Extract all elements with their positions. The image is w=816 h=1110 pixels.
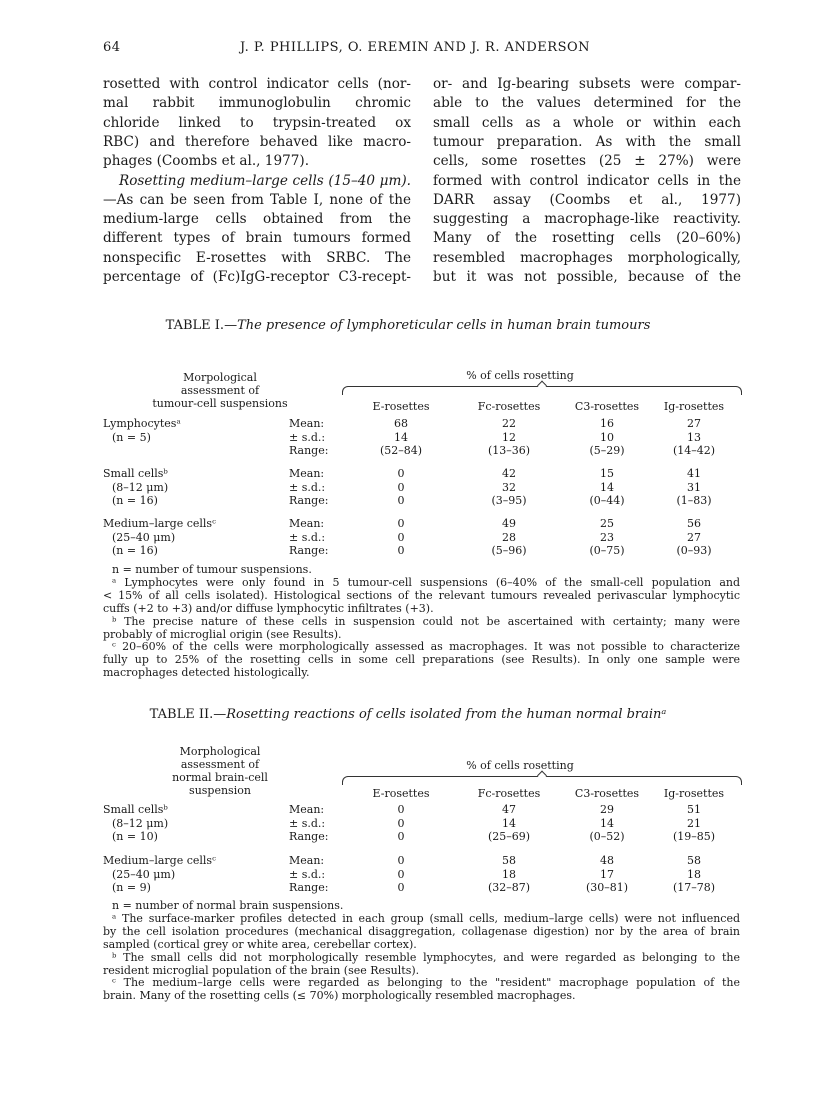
body-text-line: chloride linked to trypsin-treated ox <box>103 114 411 131</box>
table-cell: 0 <box>397 494 405 507</box>
row-label: (n = 9) <box>112 881 151 894</box>
row-label: Medium–large cellsᶜ <box>103 854 216 867</box>
table1-label: TABLE I. <box>165 318 225 333</box>
body-text-line: cells, some rosettes (25 ± 27%) were <box>433 153 741 170</box>
table-cell: 22 <box>502 417 516 430</box>
body-text-line: —As can be seen from Table I, none of the <box>103 191 411 208</box>
table-cell: (3–95) <box>491 494 527 507</box>
table-cell: 25 <box>600 517 614 530</box>
row-label: Lymphocytesᵃ <box>103 417 181 430</box>
stat-label: Mean: <box>289 417 325 430</box>
row-label: (n = 10) <box>112 830 158 843</box>
table1-caption <box>0 318 816 334</box>
body-text-line: resembled macrophages morphologically, <box>433 249 741 266</box>
table-cell: 14 <box>502 816 516 830</box>
stub-header-line: assessment of <box>180 384 260 397</box>
table-cell: 0 <box>397 530 405 544</box>
footnote-line: n = number of tumour suspensions. <box>112 563 312 576</box>
table1-title: —The presence of lymphoreticular cells in human brain tumours <box>224 318 651 333</box>
body-text-line: RBC) and therefore behaved like macro- <box>103 133 411 150</box>
table-cell: 0 <box>397 830 405 843</box>
body-text-line: or- and Ig-bearing subsets were compar- <box>433 76 741 92</box>
column-header: E-rosettes <box>372 400 430 413</box>
table-cell: 68 <box>394 417 408 430</box>
table-cell: (0–93) <box>676 544 712 557</box>
table-cell: (52–84) <box>379 444 423 457</box>
table-cell: 58 <box>687 854 701 867</box>
footnote-line: sampled (cortical grey or white area, cerebellar cortex). <box>103 937 417 951</box>
table-cell: 51 <box>687 803 701 816</box>
body-text-line: small cells as a whole or within each <box>433 114 741 131</box>
row-label: (n = 5) <box>112 430 151 444</box>
table-cell: (14–42) <box>672 444 716 457</box>
table-cell: (0–75) <box>589 544 625 557</box>
page-number: 64 <box>103 40 121 55</box>
footnote-line: ᵇ The small cells did not morphologically resemble lymphocytes, and were regarded as belonging to the <box>112 950 740 964</box>
stat-label: ± s.d.: <box>289 867 326 881</box>
body-text-line: different types of brain tumours formed <box>103 230 411 247</box>
table-cell: 31 <box>687 480 701 494</box>
table-cell: 0 <box>397 544 405 557</box>
column-header: Fc-rosettes <box>477 787 541 800</box>
table-cell: 32 <box>502 480 516 494</box>
header-brace <box>342 386 742 395</box>
stat-label: Mean: <box>289 517 325 530</box>
table-cell: 0 <box>397 867 405 881</box>
table-cell: 18 <box>502 867 516 881</box>
running-header: J. P. PHILLIPS, O. EREMIN AND J. R. ANDERSON <box>239 40 591 55</box>
stat-label: ± s.d.: <box>289 430 326 444</box>
table-cell: 58 <box>502 854 516 867</box>
table-cell: (0–44) <box>589 494 625 507</box>
table-cell: 0 <box>397 480 405 494</box>
table-cell: 29 <box>600 803 614 816</box>
body-text-line: phages (Coombs et al., 1977). <box>103 153 310 170</box>
table-cell: 16 <box>600 417 614 430</box>
stat-label: Range: <box>289 494 329 507</box>
footnote-line: cuffs (+2 to +3) and/or diffuse lymphocytic infiltrates (+3). <box>103 601 434 615</box>
table-cell: 41 <box>687 467 701 480</box>
table-cell: 47 <box>502 803 516 816</box>
row-label: (25–40 μm) <box>112 530 176 544</box>
table-cell: 18 <box>687 867 701 881</box>
stat-label: Range: <box>289 444 329 457</box>
table-cell: 0 <box>397 816 405 830</box>
table-cell: 42 <box>502 467 516 480</box>
stub-header-line: Morphological <box>179 745 261 758</box>
column-header: Ig-rosettes <box>663 787 725 800</box>
body-text-line: able to the values determined for the <box>433 95 741 112</box>
table-cell: 0 <box>397 854 405 867</box>
stub-header-line: Morpological <box>183 371 257 384</box>
stat-label: Range: <box>289 544 329 557</box>
table-cell: (5–29) <box>589 444 625 457</box>
column-header: C3-rosettes <box>574 787 640 800</box>
footnote-line: ᶜ The medium–large cells were regarded as belonging to the "resident" macrophage population of the <box>112 976 740 990</box>
row-label: (n = 16) <box>112 494 158 507</box>
row-label: (8–12 μm) <box>112 480 169 494</box>
table-cell: (32–87) <box>487 881 531 894</box>
body-text-line: Many of the rosetting cells (20–60%) <box>433 230 741 247</box>
row-label: Small cellsᵇ <box>103 803 168 816</box>
body-text-line: percentage of (Fc)IgG-receptor C3-recept- <box>103 269 411 285</box>
header-brace <box>342 776 742 785</box>
table-cell: 56 <box>687 517 701 530</box>
stat-label: Range: <box>289 881 329 894</box>
column-header: C3-rosettes <box>574 400 640 413</box>
table-cell: (17–78) <box>672 881 716 894</box>
row-label: Medium–large cellsᶜ <box>103 517 216 530</box>
body-text-line: DARR assay (Coombs et al., 1977) <box>433 191 741 208</box>
body-text-line: tumour preparation. As with the small <box>433 133 741 150</box>
body-text-line: rosetted with control indicator cells (nor- <box>103 76 411 92</box>
table-cell: 0 <box>397 881 405 894</box>
table2-label: TABLE II. <box>149 707 214 722</box>
span-header: % of cells rosetting <box>466 759 574 772</box>
table-cell: 14 <box>600 816 614 830</box>
table-cell: 10 <box>600 430 614 444</box>
table-cell: 0 <box>397 467 405 480</box>
row-label: (25–40 μm) <box>112 867 176 881</box>
table-cell: 23 <box>600 530 614 544</box>
footnote-line: brain. Many of the rosetting cells (≤ 70%) morphologically resembled macrophages. <box>103 989 576 1003</box>
stat-label: Mean: <box>289 854 325 867</box>
footnote-line: fully up to 25% of the rosetting cells in some cell preparations (see Results). In only one sample were <box>103 653 740 667</box>
stat-label: ± s.d.: <box>289 530 326 544</box>
table-cell: (25–69) <box>487 830 531 843</box>
table-cell: 15 <box>600 467 614 480</box>
footnote-line: ᵇ The precise nature of these cells in suspension could not be ascertained with certainty; many were <box>112 614 740 628</box>
row-label: (8–12 μm) <box>112 816 169 830</box>
body-text-line: but it was not possible, because of the <box>433 269 741 285</box>
table-cell: 27 <box>687 417 701 430</box>
span-header: % of cells rosetting <box>466 369 574 382</box>
footnote-line: ᶜ 20–60% of the cells were morphologically assessed as macrophages. It was not possible to characterize <box>112 640 740 654</box>
row-label: Small cellsᵇ <box>103 467 168 480</box>
footnote-line: < 15% of all cells isolated). Histological sections of the relevant tumours revealed perivascular lymphocytic <box>103 588 740 602</box>
footnote-line: probably of microglial origin (see Results). <box>103 627 342 641</box>
footnote-line: n = number of normal brain suspensions. <box>112 899 344 912</box>
table-cell: 17 <box>600 867 614 881</box>
body-text-line: formed with control indicator cells in the <box>433 172 741 189</box>
footnote-line: resident microglial population of the brain (see Results). <box>103 963 420 977</box>
column-header: Ig-rosettes <box>663 400 725 413</box>
table-cell: 21 <box>687 816 701 830</box>
stat-label: ± s.d.: <box>289 480 326 494</box>
table-cell: 28 <box>502 530 516 544</box>
table-cell: (0–52) <box>589 830 625 843</box>
table-cell: 49 <box>502 517 516 530</box>
table-cell: 0 <box>397 517 405 530</box>
row-label: (n = 16) <box>112 544 158 557</box>
table-cell: (30–81) <box>585 881 629 894</box>
table-cell: (13–36) <box>487 444 531 457</box>
table-cell: 0 <box>397 803 405 816</box>
table-cell: 48 <box>600 854 614 867</box>
stub-header-line: suspension <box>189 784 251 797</box>
table-cell: (1–83) <box>676 494 712 507</box>
column-header: E-rosettes <box>372 787 430 800</box>
stub-header-line: tumour-cell suspensions <box>152 397 288 410</box>
footnote-line: ᵃ The surface-marker profiles detected in each group (small cells, medium–large cells) were not influenced <box>112 911 740 925</box>
body-text-line: medium-large cells obtained from the <box>103 211 411 228</box>
body-text-line: nonspecific E-rosettes with SRBC. The <box>103 249 411 266</box>
body-text-line: suggesting a macrophage-like reactivity. <box>433 211 741 228</box>
table2-title: —Rosetting reactions of cells isolated from the human normal brainᵃ <box>213 707 667 722</box>
table-cell: (19–85) <box>672 830 716 843</box>
table-cell: 12 <box>502 430 516 444</box>
footnote-line: by the cell isolation procedures (mechanical disaggregation, collagenase digestion) nor by the area of brain <box>103 924 740 938</box>
body-text-line: mal rabbit immunoglobulin chromic <box>103 95 411 112</box>
stat-label: Mean: <box>289 467 325 480</box>
footnote-line: macrophages detected histologically. <box>103 666 310 680</box>
stub-header-line: normal brain-cell <box>172 771 268 784</box>
table-cell: 13 <box>687 430 701 444</box>
body-text-line: Rosetting medium–large cells (15–40 μm). <box>119 172 411 189</box>
stat-label: ± s.d.: <box>289 816 326 830</box>
stub-header-line: assessment of <box>180 758 260 771</box>
column-header: Fc-rosettes <box>477 400 541 413</box>
table-cell: 27 <box>687 530 701 544</box>
table-cell: 14 <box>600 480 614 494</box>
footnote-line: ᵃ Lymphocytes were only found in 5 tumour-cell suspensions (6–40% of the small-cell population and <box>112 575 740 589</box>
table-cell: (5–96) <box>491 544 527 557</box>
stat-label: Mean: <box>289 803 325 816</box>
table-cell: 14 <box>394 430 408 444</box>
table2-caption <box>0 707 816 723</box>
stat-label: Range: <box>289 830 329 843</box>
